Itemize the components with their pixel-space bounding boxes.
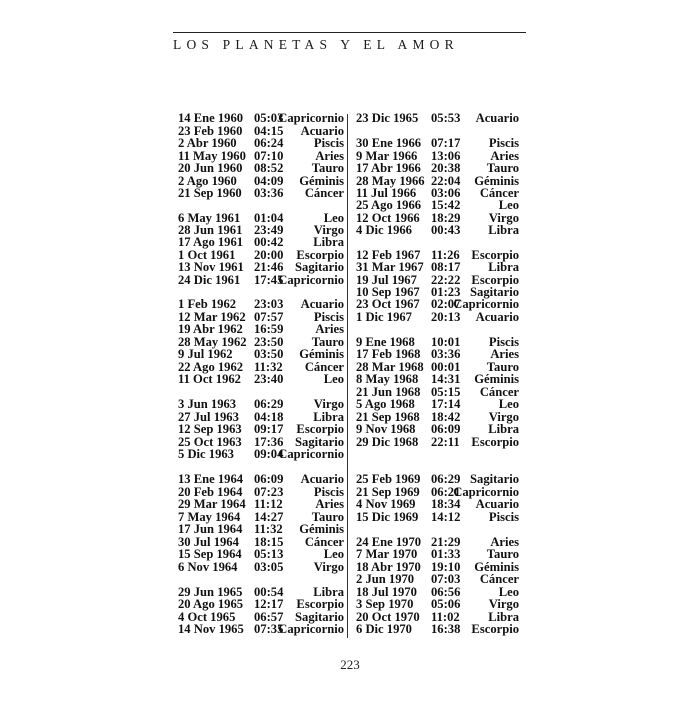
transit-time: 06:09 [254,472,284,486]
zodiac-sign: Libra [313,585,344,599]
transit-date: 13 Nov 1961 [178,260,244,274]
transit-time: 05:53 [431,111,461,125]
left-table-row [178,548,344,560]
right-table-row [356,373,519,385]
transit-date: 22 Ago 1962 [178,360,244,374]
transit-time: 03:05 [254,560,284,574]
zodiac-sign: Acuario [300,297,344,311]
transit-date: 10 Sep 1967 [356,285,420,299]
zodiac-sign: Leo [498,198,519,212]
transit-time: 06:24 [254,136,284,150]
transit-date: 24 Ene 1970 [356,535,422,549]
left-table-row [178,473,344,485]
transit-date: 2 Abr 1960 [178,136,237,150]
zodiac-sign: Cáncer [479,385,519,399]
zodiac-sign: Sagitario [470,285,519,299]
zodiac-sign: Escorpio [471,248,519,262]
transit-date: 27 Jul 1963 [178,410,239,424]
zodiac-sign: Géminis [299,174,344,188]
right-table-row [356,162,519,174]
transit-date: 24 Dic 1961 [178,273,241,287]
transit-time: 12:17 [254,597,284,611]
left-table-row [178,274,344,286]
left-table-row [178,236,344,248]
transit-time: 20:38 [431,161,461,175]
right-table-row [356,623,519,635]
transit-date: 3 Sep 1970 [356,597,414,611]
transit-date: 9 Ene 1968 [356,335,415,349]
transit-date: 4 Nov 1969 [356,497,416,511]
transit-date: 21 Jun 1968 [356,385,421,399]
zodiac-sign: Escorpio [471,273,519,287]
transit-time: 11:02 [431,610,460,624]
transit-date: 20 Feb 1964 [178,485,243,499]
transit-date: 11 Jul 1966 [356,186,417,200]
transit-date: 25 Oct 1963 [178,435,242,449]
transit-date: 23 Feb 1960 [178,124,243,138]
transit-time: 19:10 [431,560,461,574]
transit-date: 5 Ago 1968 [356,397,415,411]
transit-date: 1 Dic 1967 [356,310,412,324]
transit-time: 09:17 [254,422,284,436]
transit-time: 07:10 [254,149,284,163]
zodiac-sign: Piscis [313,310,344,324]
zodiac-sign: Escorpio [471,435,519,449]
transit-time: 23:40 [254,372,284,386]
zodiac-sign: Virgo [488,597,519,611]
zodiac-sign: Capricornio [453,297,519,311]
right-table-row [356,511,519,523]
transit-date: 25 Feb 1969 [356,472,421,486]
transit-time: 23:50 [254,335,284,349]
zodiac-sign: Cáncer [304,535,344,549]
left-table-row [178,298,344,310]
zodiac-sign: Virgo [313,223,344,237]
right-table-row [356,598,519,610]
zodiac-sign: Aries [315,497,344,511]
zodiac-sign: Piscis [488,136,519,150]
transit-time: 16:59 [254,322,284,336]
zodiac-sign: Tauro [486,547,519,561]
transit-time: 03:50 [254,347,284,361]
zodiac-sign: Leo [498,397,519,411]
transit-date: 19 Abr 1962 [178,322,243,336]
transit-time: 14:31 [431,372,461,386]
transit-time: 05:06 [431,597,461,611]
transit-time: 23:49 [254,223,284,237]
zodiac-sign: Acuario [300,472,344,486]
zodiac-sign: Aries [490,149,519,163]
zodiac-sign: Libra [488,223,519,237]
transit-date: 9 Mar 1966 [356,149,418,163]
left-table-row [178,162,344,174]
transit-date: 21 Sep 1968 [356,410,420,424]
transit-time: 14:27 [254,510,284,524]
left-table-row [178,112,344,124]
transit-date: 29 Dic 1968 [356,435,419,449]
transit-date: 28 Mar 1968 [356,360,424,374]
transit-date: 28 Jun 1961 [178,223,243,237]
right-table-row [356,423,519,435]
transit-time: 11:26 [431,248,460,262]
zodiac-sign: Géminis [299,522,344,536]
transit-time: 08:17 [431,260,461,274]
zodiac-sign: Leo [323,547,344,561]
zodiac-sign: Cáncer [304,360,344,374]
transit-time: 01:04 [254,211,284,225]
zodiac-sign: Capricornio [278,622,344,636]
transit-date: 20 Oct 1970 [356,610,420,624]
transit-time: 14:12 [431,510,461,524]
transit-date: 19 Jul 1967 [356,273,417,287]
transit-date: 2 Ago 1960 [178,174,237,188]
transit-time: 01:33 [431,547,461,561]
right-table-row [356,199,519,211]
transit-time: 07:23 [254,485,284,499]
zodiac-sign: Géminis [474,174,519,188]
transit-date: 21 Sep 1969 [356,485,420,499]
transit-time: 18:42 [431,410,461,424]
transit-time: 00:01 [431,360,461,374]
transit-date: 30 Ene 1966 [356,136,422,150]
page-number: 223 [340,657,360,672]
transit-time: 06:21 [431,485,461,499]
zodiac-sign: Aries [490,535,519,549]
left-table-row [178,398,344,410]
transit-date: 17 Jun 1964 [178,522,243,536]
transit-date: 28 May 1966 [356,174,425,188]
zodiac-sign: Libra [488,610,519,624]
zodiac-sign: Tauro [311,335,344,349]
transit-date: 6 Nov 1964 [178,560,238,574]
transit-time: 15:42 [431,198,461,212]
left-table-row [178,261,344,273]
transit-date: 13 Ene 1964 [178,472,244,486]
zodiac-sign: Sagitario [470,472,519,486]
zodiac-sign: Géminis [474,372,519,386]
transit-time: 03:06 [431,186,461,200]
zodiac-sign: Géminis [474,560,519,574]
transit-time: 06:56 [431,585,461,599]
zodiac-sign: Sagitario [295,260,344,274]
transit-date: 11 May 1960 [178,149,246,163]
transit-time: 18:15 [254,535,284,549]
right-table-row [356,398,519,410]
transit-date: 4 Oct 1965 [178,610,236,624]
left-table-row [178,448,344,460]
transit-time: 21:29 [431,535,461,549]
transit-date: 18 Abr 1970 [356,560,421,574]
zodiac-sign: Leo [323,211,344,225]
transit-date: 29 Mar 1964 [178,497,246,511]
zodiac-sign: Libra [488,260,519,274]
transit-date: 9 Jul 1962 [178,347,233,361]
transit-time: 04:18 [254,410,284,424]
zodiac-sign: Escorpio [296,248,344,262]
left-table-row [178,187,344,199]
zodiac-sign: Capricornio [278,273,344,287]
zodiac-sign: Piscis [313,136,344,150]
transit-time: 18:29 [431,211,461,225]
transit-time: 02:07 [431,297,461,311]
transit-date: 14 Nov 1965 [178,622,244,636]
transit-date: 15 Dic 1969 [356,510,419,524]
zodiac-sign: Aries [315,322,344,336]
transit-date: 25 Ago 1966 [356,198,422,212]
transit-date: 8 May 1968 [356,372,419,386]
transit-time: 04:15 [254,124,284,138]
zodiac-sign: Tauro [311,510,344,524]
transit-date: 12 Oct 1966 [356,211,420,225]
header-rule [173,32,526,33]
transit-date: 20 Jun 1960 [178,161,243,175]
transit-time: 09:04 [254,447,284,461]
transit-time: 23:03 [254,297,284,311]
transit-time: 05:15 [431,385,461,399]
zodiac-sign: Libra [313,410,344,424]
transit-date: 3 Jun 1963 [178,397,237,411]
transit-date: 11 Oct 1962 [178,372,241,386]
left-table-row [178,523,344,535]
right-table-row [356,436,519,448]
right-table-row [356,573,519,585]
zodiac-sign: Escorpio [296,597,344,611]
right-table-row [356,311,519,323]
zodiac-sign: Aries [315,149,344,163]
left-table-row [178,423,344,435]
left-table-row [178,498,344,510]
zodiac-sign: Acuario [475,497,519,511]
zodiac-sign: Virgo [313,560,344,574]
transit-date: 12 Feb 1967 [356,248,421,262]
zodiac-sign: Capricornio [278,447,344,461]
transit-date: 17 Ago 1961 [178,235,244,249]
transit-time: 07:17 [431,136,461,150]
zodiac-sign: Aries [490,347,519,361]
left-table-row [178,598,344,610]
transit-date: 12 Sep 1963 [178,422,242,436]
transit-date: 6 May 1961 [178,211,241,225]
transit-time: 06:57 [254,610,284,624]
zodiac-sign: Leo [498,585,519,599]
transit-time: 03:36 [431,347,461,361]
column-divider [347,114,348,638]
transit-time: 04:09 [254,174,284,188]
transit-time: 17:36 [254,435,284,449]
transit-date: 20 Ago 1965 [178,597,244,611]
transit-time: 20:13 [431,310,461,324]
transit-date: 2 Jun 1970 [356,572,415,586]
transit-time: 03:36 [254,186,284,200]
transit-time: 17:14 [431,397,461,411]
zodiac-sign: Libra [488,422,519,436]
left-table-row [178,137,344,149]
transit-time: 00:43 [431,223,461,237]
zodiac-sign: Capricornio [453,485,519,499]
transit-time: 05:13 [254,547,284,561]
zodiac-sign: Escorpio [296,422,344,436]
transit-date: 21 Sep 1960 [178,186,242,200]
transit-date: 4 Dic 1966 [356,223,412,237]
transit-date: 15 Sep 1964 [178,547,242,561]
transit-time: 08:52 [254,161,284,175]
right-table-row [356,137,519,149]
transit-date: 9 Nov 1968 [356,422,416,436]
transit-date: 7 May 1964 [178,510,241,524]
transit-date: 18 Jul 1970 [356,585,417,599]
left-table-row [178,323,344,335]
transit-time: 05:03 [254,111,284,125]
transit-time: 18:34 [431,497,461,511]
zodiac-sign: Acuario [475,310,519,324]
left-table-row [178,373,344,385]
transit-time: 06:29 [254,397,284,411]
transit-time: 21:46 [254,260,284,274]
transit-time: 16:38 [431,622,461,636]
zodiac-sign: Virgo [488,211,519,225]
transit-time: 00:54 [254,585,284,599]
zodiac-sign: Cáncer [304,186,344,200]
transit-time: 11:32 [254,522,283,536]
transit-date: 17 Abr 1966 [356,161,421,175]
zodiac-sign: Cáncer [479,186,519,200]
zodiac-sign: Piscis [488,335,519,349]
transit-date: 29 Jun 1965 [178,585,243,599]
zodiac-sign: Acuario [300,124,344,138]
transit-time: 22:04 [431,174,461,188]
zodiac-sign: Sagitario [295,610,344,624]
zodiac-sign: Libra [313,235,344,249]
transit-time: 11:32 [254,360,283,374]
running-head: LOS PLANETAS Y EL AMOR [173,37,459,52]
zodiac-sign: Piscis [488,510,519,524]
transit-date: 6 Dic 1970 [356,622,412,636]
transit-time: 00:42 [254,235,284,249]
right-table-row [356,112,519,124]
zodiac-sign: Tauro [311,161,344,175]
right-table-row [356,498,519,510]
zodiac-sign: Capricornio [278,111,344,125]
transit-time: 13:06 [431,149,461,163]
transit-time: 07:57 [254,310,284,324]
transit-time: 06:09 [431,422,461,436]
left-table-row [178,348,344,360]
transit-date: 5 Dic 1963 [178,447,234,461]
zodiac-sign: Géminis [299,347,344,361]
transit-time: 07:35 [254,622,284,636]
transit-time: 10:01 [431,335,461,349]
transit-date: 28 May 1962 [178,335,247,349]
transit-date: 1 Oct 1961 [178,248,236,262]
right-table-row [356,548,519,560]
transit-date: 14 Ene 1960 [178,111,244,125]
zodiac-sign: Virgo [313,397,344,411]
transit-date: 7 Mar 1970 [356,547,418,561]
zodiac-sign: Tauro [486,360,519,374]
zodiac-sign: Leo [323,372,344,386]
right-table-row [356,261,519,273]
right-table-row [356,348,519,360]
zodiac-sign: Virgo [488,410,519,424]
transit-date: 23 Oct 1967 [356,297,420,311]
left-table-row [178,561,344,573]
right-table-row [356,224,519,236]
transit-date: 23 Dic 1965 [356,111,419,125]
transit-time: 22:22 [431,273,461,287]
transit-time: 06:29 [431,472,461,486]
zodiac-sign: Escorpio [471,622,519,636]
zodiac-sign: Piscis [313,485,344,499]
zodiac-sign: Tauro [486,161,519,175]
right-table-row [356,473,519,485]
right-table-row [356,298,519,310]
zodiac-sign: Sagitario [295,435,344,449]
transit-date: 1 Feb 1962 [178,297,237,311]
transit-date: 17 Feb 1968 [356,347,421,361]
transit-date: 30 Jul 1964 [178,535,239,549]
left-table-row [178,623,344,635]
transit-time: 20:00 [254,248,284,262]
zodiac-sign: Cáncer [479,572,519,586]
transit-time: 17:45 [254,273,284,287]
transit-time: 22:11 [431,435,460,449]
zodiac-sign: Acuario [475,111,519,125]
transit-time: 01:23 [431,285,461,299]
transit-time: 07:03 [431,572,461,586]
transit-date: 12 Mar 1962 [178,310,246,324]
transit-date: 31 Mar 1967 [356,260,424,274]
transit-time: 11:12 [254,497,283,511]
